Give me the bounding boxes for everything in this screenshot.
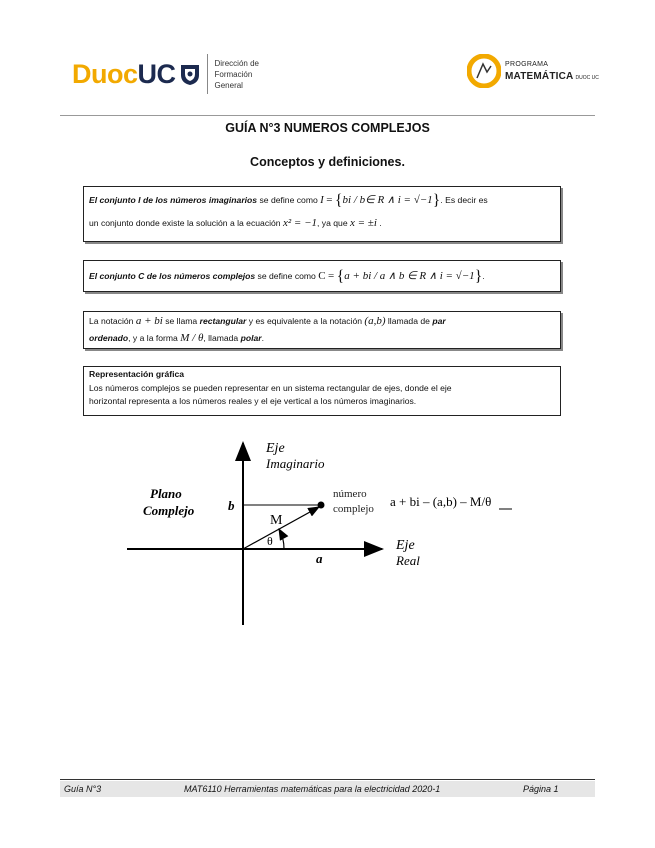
definition-imaginary-box: El conjunto I de los números imaginarios se define como I = {bi / b∈ R ∧ i = √−1}. Es decir es un conjunto donde existe la solución a la ecuación x² = −1, ya que x = ±i . (83, 186, 561, 242)
footer-rule (60, 779, 595, 780)
complex-point (318, 502, 325, 509)
definition-complex-box: El conjunto C de los números complejos se define como C = {a + bi / a ∧ b ∈ R ∧ i = √−1}. (83, 260, 561, 292)
y-axis-label-1: Eje (266, 441, 285, 456)
plane-label-1: Plano (150, 486, 182, 501)
programa-matematica-logo: PROGRAMA MATEMÁTICA DUOC UC (467, 54, 599, 88)
footer-left: Guía N°3 (64, 784, 102, 794)
point-label-1: número (333, 488, 367, 500)
footer (60, 781, 595, 797)
a-label: a (316, 551, 323, 566)
angle-arc (279, 529, 284, 549)
y-axis-label-2: Imaginario (266, 456, 325, 471)
notation-box: La notación a + bi se llama rectangular y es equivalente a la notación (a,b) llamada de par ordenado, y a la forma M / θ, llamada polar. (83, 311, 561, 349)
x-axis-label-1: Eje (396, 538, 415, 553)
x-axis-label-2: Real (396, 553, 420, 568)
equation-label: a + bi – (a,b) – M/θ (390, 494, 492, 509)
section-title: Conceptos y definiciones. (250, 155, 405, 169)
point-label-2: complejo (333, 503, 374, 515)
theta-label: θ (267, 534, 273, 548)
page-title: GUÍA N°3 NUMEROS COMPLEJOS (225, 121, 430, 135)
graphic-representation-box: Representación gráfica Los números complejos se pueden representar en un sistema rectangular de ejes, donde el eje horizontal representa a los números reales y el eje vertical a los números imaginarios. (83, 366, 561, 416)
footer-center: MAT6110 Herramientas matemáticas para la electricidad 2020-1 (184, 784, 441, 794)
duoc-wordmark: DuocUC (72, 58, 176, 89)
m-label: M (270, 513, 283, 528)
logo-subtitle: Dirección de Formación General (214, 58, 259, 90)
plane-label-2: Complejo (143, 503, 195, 518)
b-label: b (228, 498, 235, 513)
footer-right: Página 1 (523, 784, 559, 794)
